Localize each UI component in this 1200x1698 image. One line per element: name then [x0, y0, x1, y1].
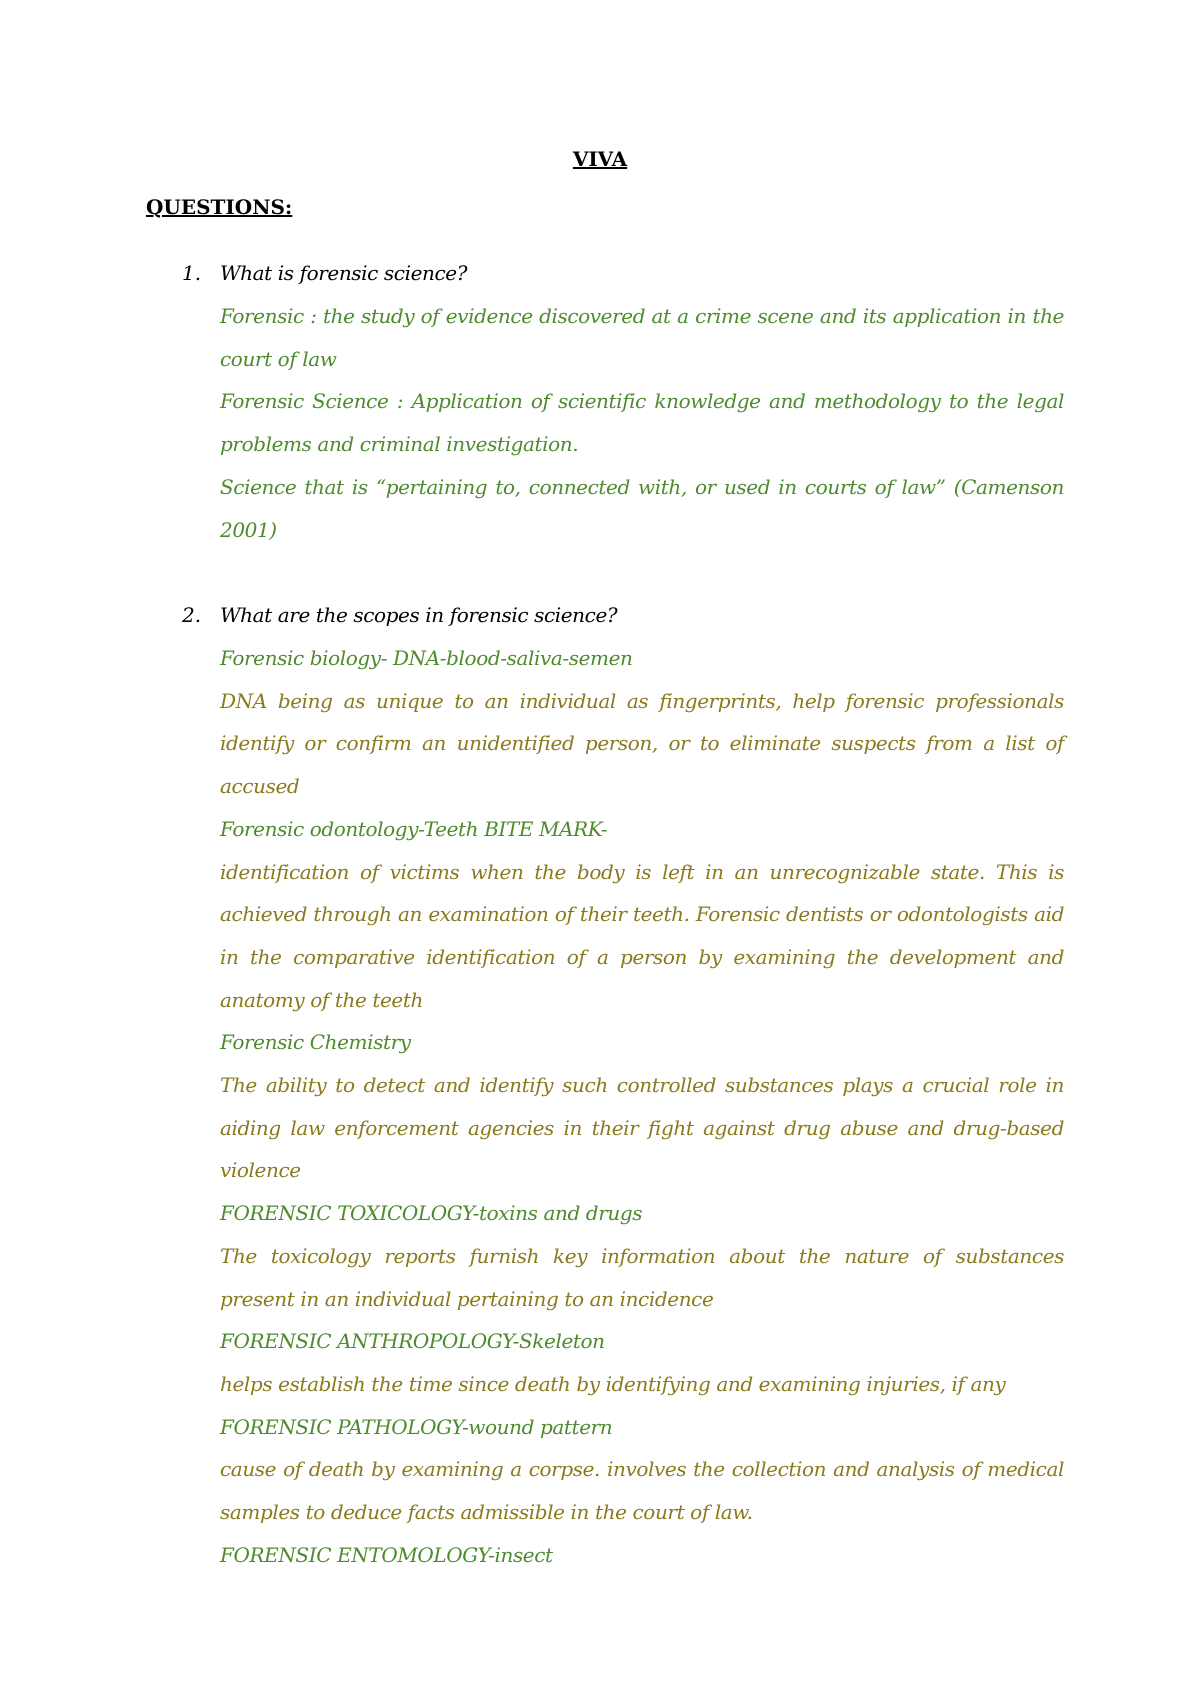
scope-description-chemistry: The ability to detect and identify such controlled substances plays a crucial role in aiding law enforcement agencies in their fight against drug abuse and drug-based violence: [220, 1073, 1064, 1183]
document-title: VIVA: [572, 147, 628, 171]
question-text: What is forensic science?: [220, 261, 468, 285]
scope-description-biology: DNA being as unique to an individual as fingerprints, help forensic professionals identify or confirm an unidentified person, or to eliminate suspects from a list of accused: [220, 688, 1064, 799]
scope-title-odontology: Forensic odontology-Teeth BITE MARK-: [220, 816, 608, 841]
scope-title-chemistry: Forensic Chemistry: [220, 1030, 411, 1055]
question-row: [146, 594, 1064, 637]
scope-description-pathology: cause of death by examining a corpse. involves the collection and analysis of medical samples to deduce facts admissible in the court of law.: [220, 1457, 1064, 1525]
question-number: 2.: [182, 603, 202, 627]
scope-title-anthropology: FORENSIC ANTHROPOLOGY-Skeleton: [220, 1329, 605, 1354]
question-block-2: [146, 594, 1064, 1576]
question-number: 1.: [182, 261, 202, 285]
scope-title-pathology: FORENSIC PATHOLOGY-wound pattern: [220, 1414, 613, 1439]
scope-description-odontology: identification of victims when the body is left in an unrecognizable state. This is achieved through an examination of their teeth. Forensic dentists or odontologists aid in the comparative identification of a person by examining the development and anatomy of the teeth: [220, 859, 1064, 1012]
question-block-1: [146, 252, 1064, 551]
scope-title-toxicology: FORENSIC TOXICOLOGY-toxins and drugs: [220, 1201, 643, 1226]
scope-description-toxicology: The toxicology reports furnish key information about the nature of substances present in an individual pertaining to an incidence: [220, 1243, 1064, 1311]
answer-paragraph: Science that is “pertaining to, connected with, or used in courts of law” (Camenson 2001): [220, 474, 1064, 542]
scope-title-entomology: FORENSIC ENTOMOLOGY-insect: [220, 1542, 553, 1567]
answer-paragraph: Forensic Science : Application of scientific knowledge and methodology to the legal problems and criminal investigation.: [220, 389, 1064, 457]
question-row: [146, 252, 1064, 295]
question-text: What are the scopes in forensic science?: [220, 603, 618, 627]
scope-description-anthropology: helps establish the time since death by identifying and examining injuries, if any: [220, 1371, 1006, 1396]
answer-paragraph: Forensic : the study of evidence discovered at a crime scene and its application in the court of law: [220, 304, 1064, 371]
scope-title-biology: Forensic biology- DNA-blood-saliva-semen: [220, 646, 633, 670]
questions-heading: QUESTIONS:: [146, 195, 293, 219]
